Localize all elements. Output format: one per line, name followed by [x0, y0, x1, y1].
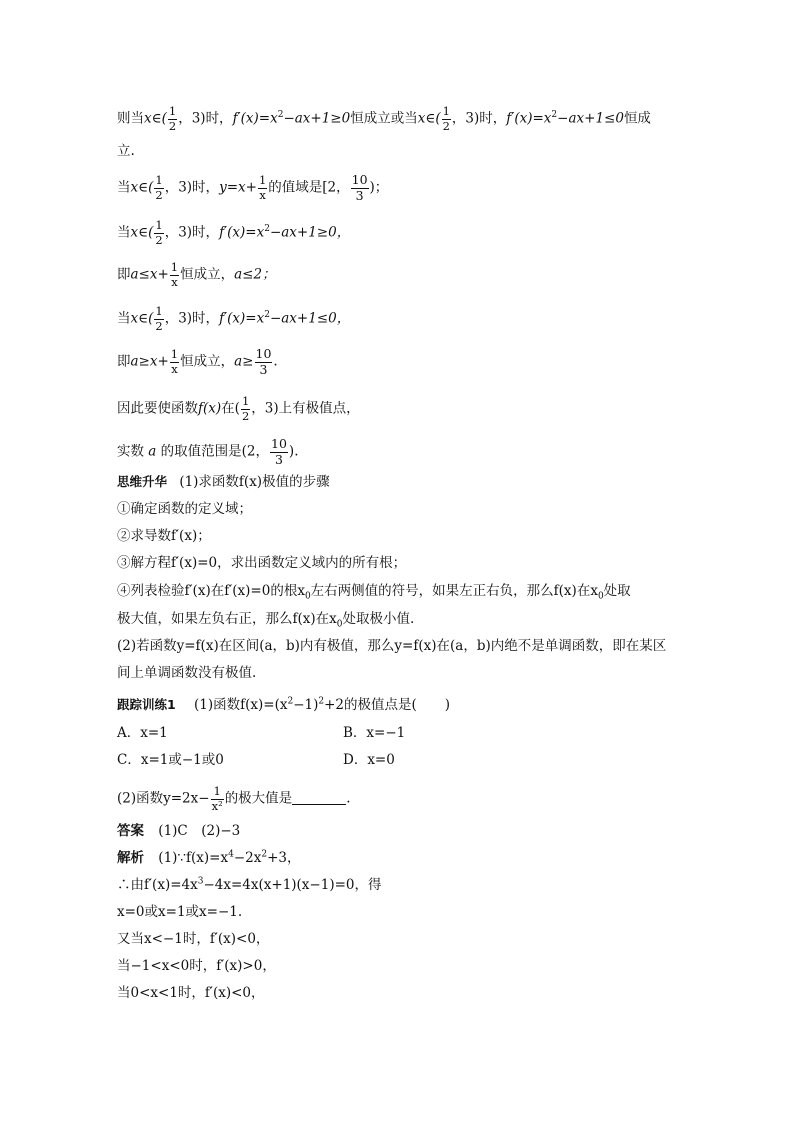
text: ，3)时，	[164, 224, 220, 241]
text: 又当x<−1时，f′(x)<0，	[117, 931, 270, 947]
denominator: 2	[155, 232, 163, 247]
text: 时，	[479, 110, 507, 127]
option-b	[343, 724, 405, 742]
denominator: x²	[211, 798, 223, 813]
fraction-half	[442, 106, 451, 132]
option-d	[343, 751, 395, 769]
answer-label: 答案	[117, 823, 144, 839]
text: 立.	[117, 143, 135, 159]
denominator: 3	[270, 452, 288, 467]
text: −1)	[293, 697, 319, 713]
solution-line-7	[117, 348, 278, 376]
text: 时，	[205, 110, 233, 127]
fraction-one-over-x	[170, 349, 179, 375]
math: x∈(	[130, 179, 154, 196]
exponent: 2	[551, 110, 558, 120]
text: +2的极值点是(	[324, 697, 417, 713]
math: a	[148, 443, 157, 460]
fraction-one-over-x	[170, 262, 179, 288]
text: −2x	[233, 850, 262, 866]
text: ).	[288, 443, 299, 460]
text: (2)若函数y=f(x)在区间(a，b)内有极值，那么y=f(x)在(a，b)内绝不是单调函数，即在某区	[117, 638, 667, 654]
math: −ax+1≥0	[283, 110, 351, 127]
text: ，3)	[451, 110, 480, 127]
subscript: 0	[336, 619, 343, 630]
subscript: 0	[597, 591, 604, 602]
text: 当−1<x<0时，f′(x)>0，	[117, 958, 276, 974]
text: ，3)时，	[164, 179, 220, 196]
exercise-question-2	[117, 786, 350, 812]
text: 当	[117, 224, 131, 241]
denominator: 3	[255, 362, 273, 377]
text: ∴由f′(x)=4x	[117, 877, 198, 893]
subscript: 0	[304, 591, 311, 602]
text: (2)函数y=2x−	[117, 790, 210, 807]
fraction-half	[154, 306, 163, 332]
exponent: 2	[264, 224, 270, 234]
option-c	[117, 751, 224, 769]
summary-step-4a	[117, 582, 631, 600]
text: 即	[117, 266, 131, 283]
numerator: 1	[155, 218, 163, 232]
denominator: 2	[168, 118, 177, 133]
text: ，3)上有极值点，	[251, 400, 360, 417]
text: 当	[117, 179, 131, 196]
exponent: 2	[287, 696, 294, 707]
analysis-line-1	[117, 849, 300, 867]
numerator: 1	[168, 104, 177, 118]
summary-step-4b	[117, 610, 414, 628]
math: f′(x)=x	[219, 224, 265, 241]
text: 恒成立，	[180, 266, 235, 283]
fraction-one-over-x-squared	[211, 786, 224, 812]
text: (1)∵f(x)=x	[158, 850, 229, 866]
solution-line-1	[117, 106, 651, 132]
math: x∈(	[144, 110, 167, 127]
text: )	[444, 697, 451, 713]
math: a≥	[234, 353, 254, 370]
text: A．x=1	[117, 725, 168, 741]
text: 恒成立或当	[350, 110, 418, 127]
solution-line-6	[117, 306, 350, 332]
summary-item-2b	[117, 664, 256, 682]
text: 处取极小值.	[342, 611, 415, 627]
summary-step-1	[117, 500, 252, 518]
denominator: x	[171, 274, 178, 289]
text: 的极大值是	[224, 790, 293, 807]
text: ，3)时，	[164, 310, 220, 327]
numerator: 1	[155, 304, 163, 318]
math: −ax+1≤0，	[269, 310, 351, 327]
solution-line-9	[117, 438, 298, 466]
denominator: 2	[241, 408, 250, 423]
solution-line-4	[117, 220, 350, 246]
text: 处取	[603, 583, 631, 599]
exponent: 2	[318, 696, 325, 707]
solution-line-8	[117, 396, 360, 422]
math: −ax+1≤0	[557, 110, 624, 127]
math: x∈(	[130, 224, 154, 241]
text: 左右两侧值的符号，如果左正右负，那么f(x)在x	[310, 583, 598, 599]
text: ，3)	[178, 110, 206, 127]
text: 实数	[117, 443, 144, 460]
numerator: 10	[351, 172, 368, 187]
numerator: 1	[241, 394, 250, 408]
fraction-half	[168, 106, 177, 132]
answer-line	[117, 822, 240, 840]
text: 恒成立，	[180, 353, 235, 370]
text: x=0或x=1或x=−1.	[117, 904, 243, 920]
text: 极大值，如果左负右正，那么f(x)在x	[117, 611, 337, 627]
text: D．x=0	[343, 752, 395, 768]
exponent: 2	[277, 110, 284, 120]
numerator: 1	[170, 260, 179, 274]
text: 在(	[221, 400, 240, 417]
summary-item-2a	[117, 637, 666, 655]
denominator: x	[171, 361, 178, 376]
text: −4x=4x(x+1)(x−1)=0，得	[203, 877, 382, 893]
text: .	[346, 790, 351, 807]
answer-text: (1)C (2)−3	[158, 823, 241, 839]
text: 的取值范围是(2，	[160, 443, 270, 460]
fraction-half	[154, 220, 163, 246]
solution-line-3	[117, 174, 388, 202]
text: ④列表检验f′(x)在f′(x)=0的根x	[117, 583, 305, 599]
denominator: 2	[155, 187, 163, 202]
text: 恒成	[623, 110, 651, 127]
math: f′(x)=x	[506, 110, 552, 127]
text: )；	[369, 179, 389, 196]
denominator: 3	[351, 188, 369, 203]
numerator: 10	[271, 436, 287, 451]
denominator: 2	[442, 118, 450, 133]
analysis-line-3	[117, 903, 242, 921]
text: .	[273, 353, 278, 370]
text: 间上单调函数没有极值.	[117, 665, 257, 681]
text: 的值域是[2，	[268, 179, 350, 196]
summary-step-2	[117, 527, 211, 545]
text: 因此要使函数	[117, 400, 198, 417]
analysis-label: 解析	[117, 850, 144, 866]
text: ③解方程f′(x)=0，求出函数定义域内的所有根；	[117, 555, 407, 571]
denominator: x	[259, 187, 266, 202]
numerator: 1	[442, 104, 450, 118]
text: 当0<x<1时，f′(x)<0，	[117, 985, 265, 1001]
text: (1)函数f(x)=(x	[194, 697, 288, 713]
exponent: 2	[264, 310, 270, 320]
summary-title: 思维升华	[117, 474, 168, 489]
numerator: 1	[213, 784, 221, 798]
text: 即	[117, 353, 131, 370]
option-a	[117, 724, 168, 742]
fraction-one-over-x	[258, 175, 267, 201]
text: ②求导数f′(x)；	[117, 528, 211, 544]
answer-blank	[292, 792, 346, 805]
text: 则当	[117, 110, 144, 127]
fraction-half	[154, 175, 163, 201]
math: a≤x+	[130, 266, 169, 283]
exercise-question-1	[117, 696, 450, 714]
text: ①确定函数的定义域；	[117, 501, 252, 517]
text: C．x=1或−1或0	[117, 752, 224, 768]
summary-step-3	[117, 554, 406, 572]
numerator: 10	[255, 346, 272, 361]
math: f′(x)=x	[219, 310, 265, 327]
fraction-ten-thirds	[255, 348, 273, 376]
fraction-ten-thirds	[351, 174, 369, 202]
analysis-line-6	[117, 984, 265, 1002]
analysis-line-5	[117, 957, 276, 975]
numerator: 1	[258, 173, 267, 187]
solution-line-2	[117, 142, 135, 160]
summary-item-1: (1)求函数f(x)极值的步骤	[179, 474, 330, 490]
text: 当	[117, 310, 131, 327]
numerator: 1	[155, 173, 163, 187]
exercise-title: 跟踪训练1	[117, 697, 176, 712]
math: a≤2；	[234, 266, 276, 283]
math: x∈(	[417, 110, 441, 127]
numerator: 1	[170, 347, 179, 361]
exponent: 3	[197, 876, 204, 887]
fraction-half	[241, 396, 250, 422]
math: −ax+1≥0，	[269, 224, 351, 241]
math: a≥x+	[130, 353, 169, 370]
summary-heading	[117, 473, 330, 491]
analysis-line-2	[117, 876, 382, 894]
text: B．x=−1	[343, 725, 406, 741]
math: x∈(	[130, 310, 154, 327]
math: y=x+	[219, 179, 257, 196]
text: +3，	[267, 850, 301, 866]
solution-line-5	[117, 262, 276, 288]
fraction-ten-thirds	[270, 438, 288, 466]
denominator: 2	[155, 318, 163, 333]
math: f′(x)=x	[232, 110, 278, 127]
analysis-line-4	[117, 930, 269, 948]
math: f(x)	[198, 400, 222, 417]
exponent: 4	[228, 849, 234, 860]
exponent: 2	[261, 849, 268, 860]
